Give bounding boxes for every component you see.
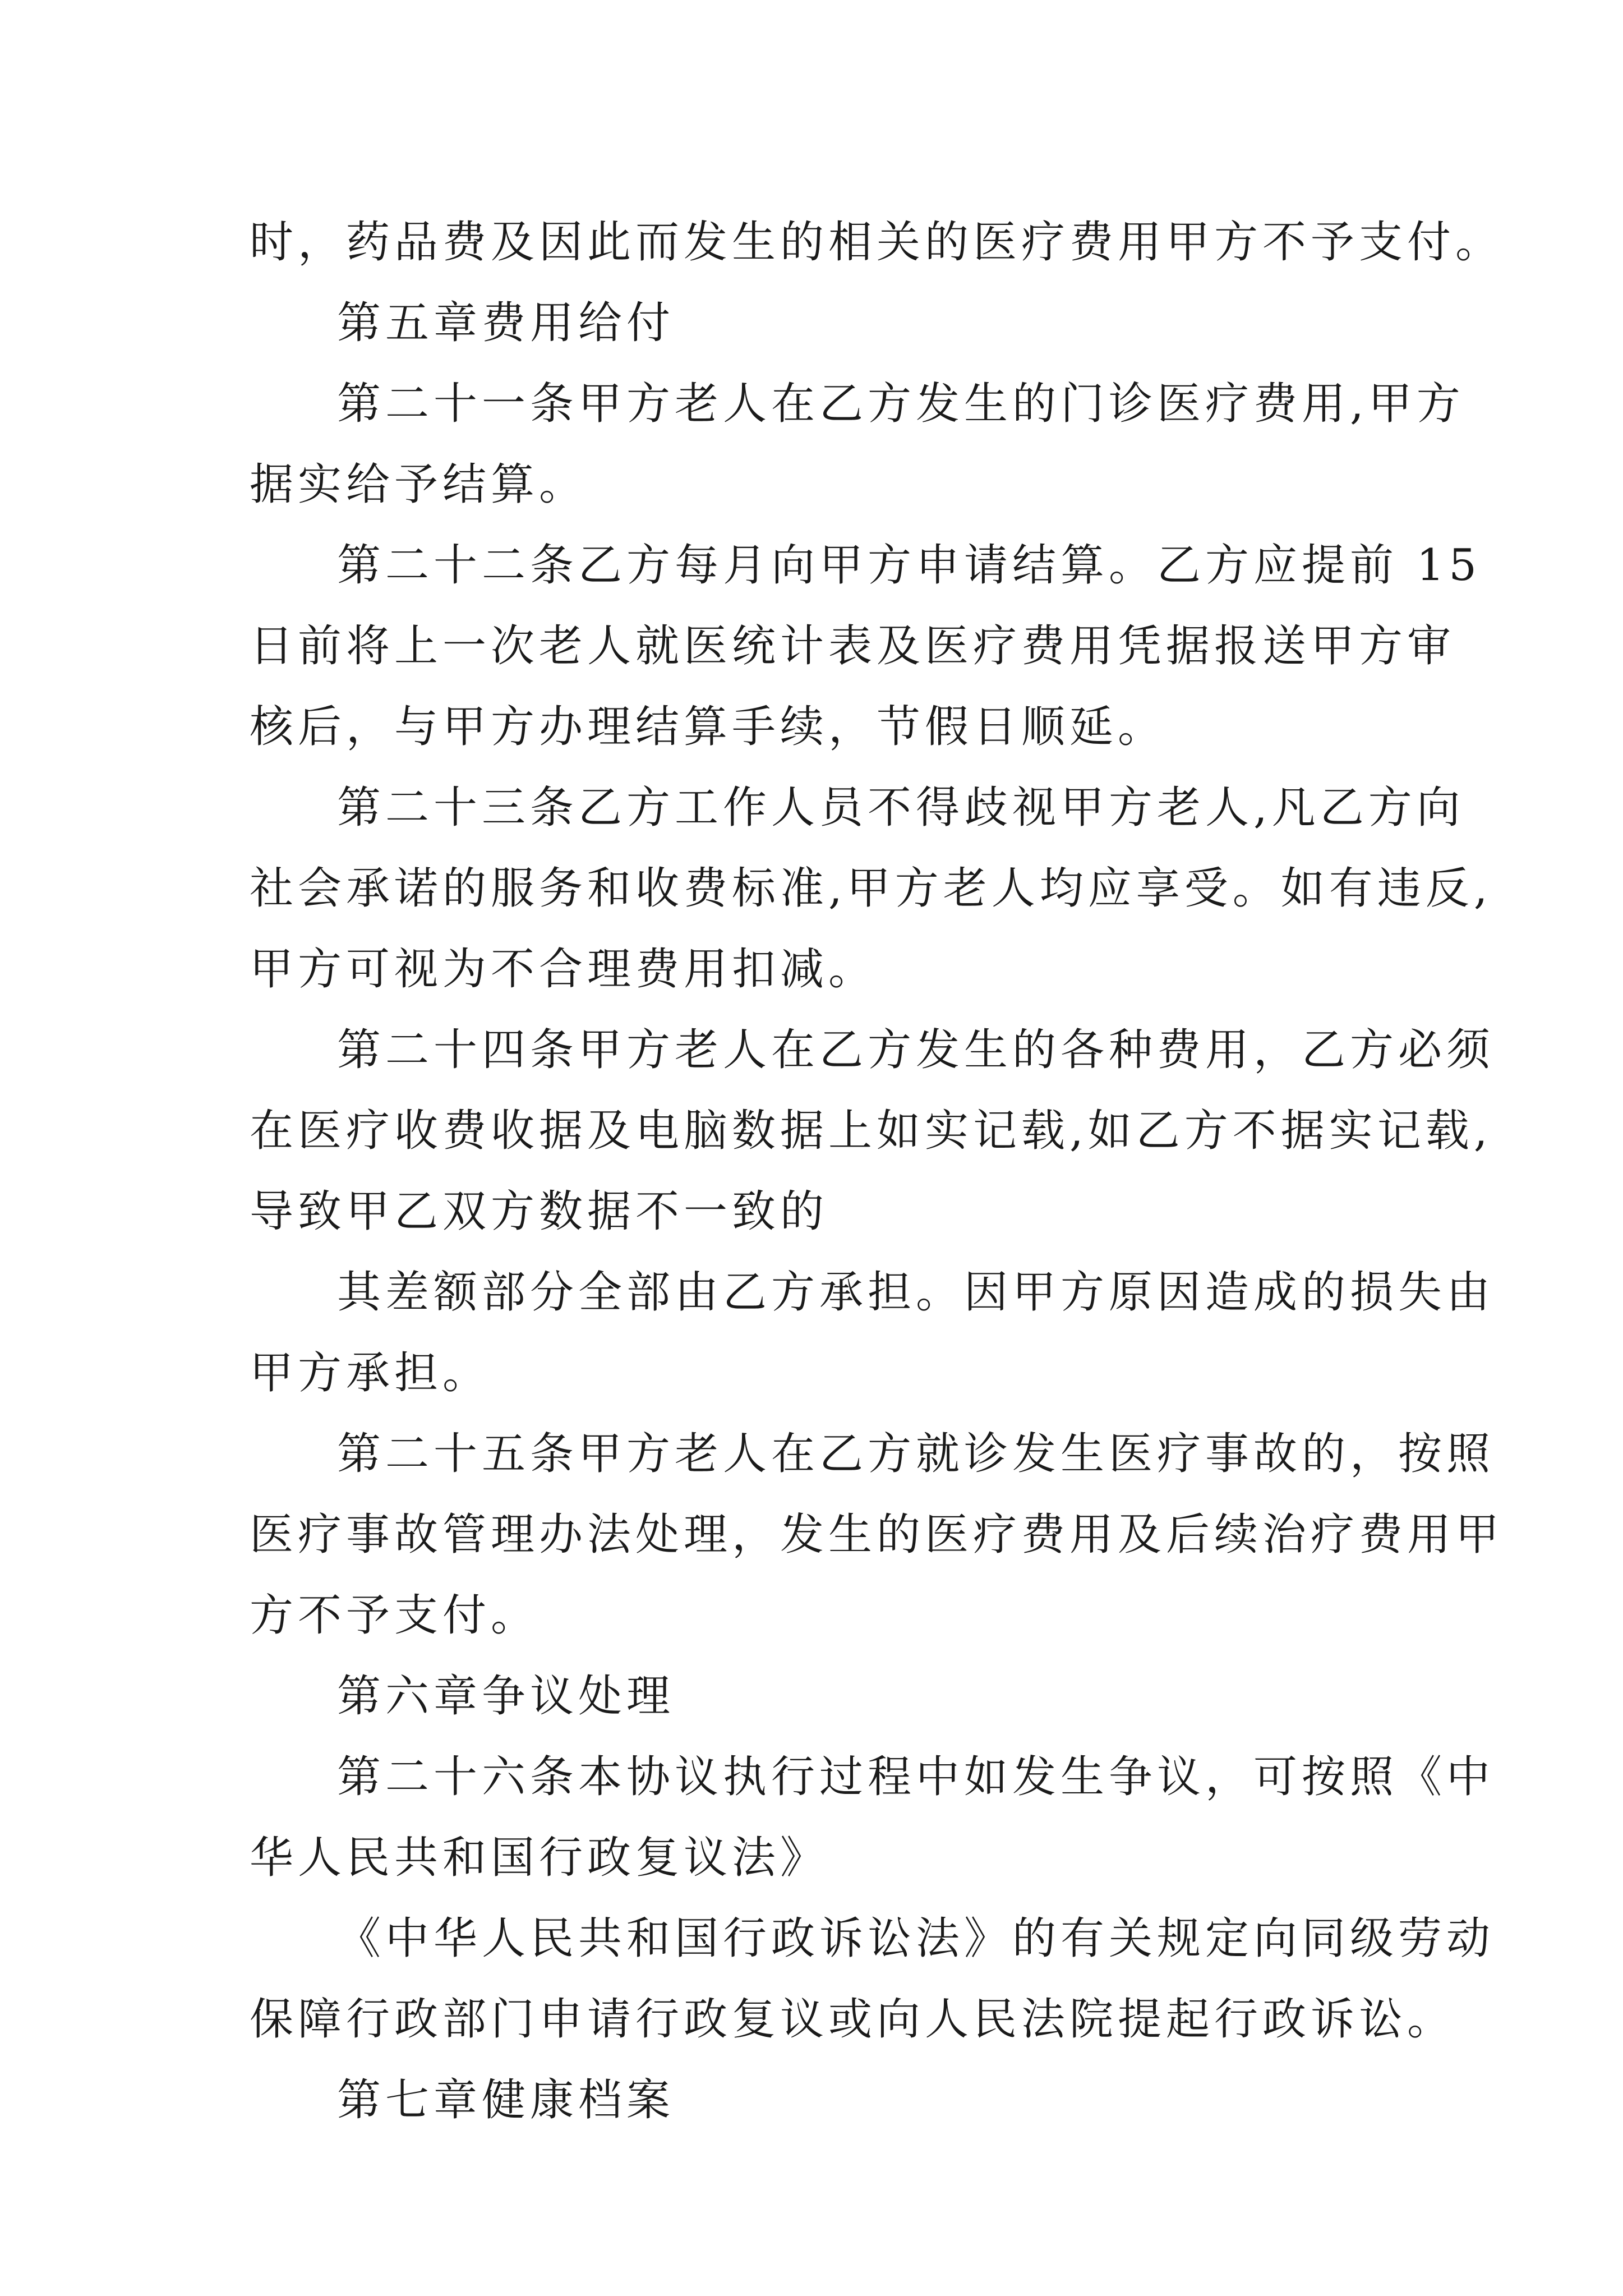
text-line: 第六章争议处理	[337, 1671, 675, 1722]
text-line: 核后，与甲方办理结算手续，节假日顺延。	[250, 702, 1166, 752]
text-line: 第二十六条本协议执行过程中如发生争议，可按照《中	[337, 1752, 1495, 1802]
text-line: 第二十四条甲方老人在乙方发生的各种费用，乙方必须	[337, 1025, 1495, 1075]
text-line: 医疗事故管理办法处理，发生的医疗费用及后续治疗费用甲	[250, 1510, 1504, 1560]
text-line: 据实给予结算。	[250, 459, 588, 510]
text-line: 日前将上一次老人就医统计表及医疗费用凭据报送甲方审	[250, 621, 1456, 671]
text-line: 第五章费用给付	[337, 298, 675, 348]
text-line: 在医疗收费收据及电脑数据上如实记载,如乙方不据实记载,	[250, 1106, 1492, 1156]
text-line: 第二十一条甲方老人在乙方发生的门诊医疗费用,甲方	[337, 379, 1465, 429]
text-line: 导致甲乙双方数据不一致的	[250, 1186, 829, 1237]
text-line: 第二十三条乙方工作人员不得歧视甲方老人,凡乙方向	[337, 783, 1465, 833]
text-line: 第二十二条乙方每月向甲方申请结算。乙方应提前 15	[337, 540, 1482, 591]
text-line: 《中华人民共和国行政诉讼法》的有关规定向同级劳动	[337, 1913, 1495, 1964]
text-line: 保障行政部门申请行政复议或向人民法院提起行政诉讼。	[250, 1994, 1456, 2045]
text-line: 甲方承担。	[250, 1348, 491, 1398]
text-line: 社会承诺的服务和收费标准,甲方老人均应享受。如有违反,	[250, 863, 1492, 914]
document-body	[250, 202, 1504, 2141]
text-line: 方不予支付。	[250, 1590, 540, 1641]
text-line: 时，药品费及因此而发生的相关的医疗费用甲方不予支付。	[250, 217, 1504, 268]
text-line: 第七章健康档案	[337, 2075, 675, 2125]
text-line: 第二十五条甲方老人在乙方就诊发生医疗事故的，按照	[337, 1429, 1495, 1479]
text-line: 甲方可视为不合理费用扣减。	[250, 944, 877, 995]
text-line: 其差额部分全部由乙方承担。因甲方原因造成的损失由	[337, 1267, 1495, 1318]
text-line: 华人民共和国行政复议法》	[250, 1833, 829, 1883]
